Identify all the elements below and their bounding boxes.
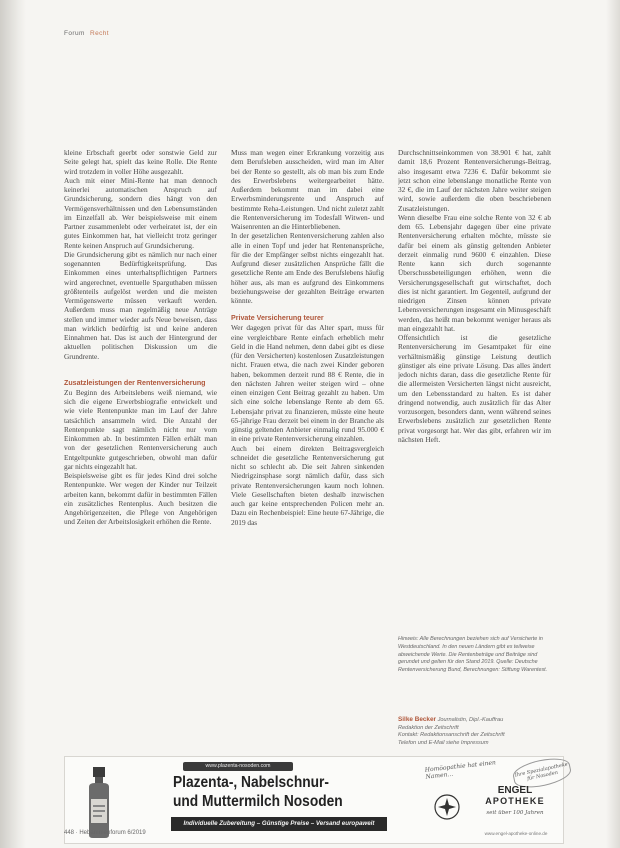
- author-role: Journalistin, Dipl.-Kauffrau: [437, 717, 504, 723]
- paragraph: Durchschnittseinkommen von 38.901 € hat, zahlt damit 18,6 Prozent Rentenversicherungs-Beitrag, also insgesamt etwa 7236 €. Dafür bekommt sie jetzt schon eine lebenslange monatliche Rente von 32 €, die im Lauf der nächsten Jahre weiter steigen wird, sowie außerdem die oben beschriebenen Zusatzleistungen.: [398, 148, 551, 213]
- page-folio: 448 · Hebammenforum 6/2019: [64, 830, 146, 836]
- ad-tagline: Individuelle Zubereitung – Günstige Preise – Versand europaweit: [171, 817, 387, 831]
- paragraph: Beispielsweise gibt es für jedes Kind drei solche Rentenpunkte. Wer wegen der Kinder nur Teilzeit arbeiten kann, bekommt dafür in bestimmten Fällen ein zusätzliches Rentenplus. Auch besitzen die Angehörigenzeiten, die Pflege von Angehörigen und Zeiten der Arbeitslosigkeit erhöhen die Rente.: [64, 471, 217, 527]
- paragraph: Muss man wegen einer Erkrankung vorzeitig aus dem Berufsleben ausscheiden, wird man im Alter bei der Rente so gestellt, als ob man bis zum Ende des Erwerbslebens weitergearbeitet hätte. Außerdem bekommt man im dabei eine Erwerbsminderungsrente und Anspruch auf bestimmte Reha-Leistungen. Und nicht zuletzt zahlt die Rentenversicherung im Todesfall Witwen- und Waisenrenten an die Hinterbliebenen.: [231, 148, 384, 231]
- author-affiliation: Redaktion der Zeitschrift: [398, 724, 459, 731]
- ad-brand-line-1: ENGEL: [497, 785, 533, 796]
- paragraph: Wer dagegen privat für das Alter spart, muss für eine vergleichbare Rente einfach erheblich mehr Geld in die Hand nehmen, denn dabei gibt es diese (für den Versicherten) kostenlosen Zusatzleistungen nicht. Frauen etwa, die nach zwei Kinder geboren haben, bekommen derzeit rund 88 € Rente, die in den nächsten Jahren weiter steigen wird – ohne einen einzigen Cent Beitrag gezahlt zu haben. Um sich eine solche lebenslange Rente ab dem 65. Lebensjahr privat zu finanzieren, müsste eine heute 65-jährige Frau derzeit bei einem in der Branche als günstig geltenden Anbieter einmalig rund 95.000 € in eine private Rentenversicherung einzahlen.: [231, 323, 384, 444]
- article-column-1: [64, 148, 217, 738]
- paragraph: kleine Erbschaft geerbt oder sonstwie Geld zur Seite gelegt hat, spielt das keine Rolle. Die Rente wird trotzdem in voller Höhe ausgezahlt.: [64, 148, 217, 176]
- paragraph: Die Grundsicherung gibt es nämlich nur nach einer sogenannten Bedürftigkeitsprüfung. Das Einkommen eines unterhaltspflichtigen Partners wird angerechnet, eventuelle Sparguthaben müssen größtenteils aufgelöst werden und die meisten Vermögenswerte müssen verkauft werden. Außerdem muss man regelmäßig neue Anträge stellen und immer wieder aufs Neue beweisen, dass man wirklich bedürftig ist und keine anderen Einnahmen hat. Das ist auch der Hintergrund der aktuellen politischen Diskussion um die Grundrente.: [64, 249, 217, 361]
- article-column-3: [398, 148, 551, 618]
- author-contact: Kontakt: Redaktionsanschrift der Zeitschrift: [398, 732, 505, 739]
- ad-url-bar[interactable]: www.plazenta-nosoden.com: [183, 762, 293, 771]
- paragraph: Auch mit einer Mini-Rente hat man dennoch keinerlei automatischen Anspruch auf Grundsicherung, sondern dies hängt von den Vermögensverhältnissen und den Lebensumständen im Einzelfall ab. Wer beispielsweise mit einem Partner zusammenlebt oder verheiratet ist, der ein gutes Einkommen hat, hat vielleicht trotz geringer Rente keinen Anspruch auf Grundsicherung.: [64, 175, 217, 250]
- article-column-2: [231, 148, 384, 738]
- ad-badge: Ihre Spezialapotheke für Nosoden: [511, 754, 573, 791]
- paragraph: Zu Beginn des Arbeitslebens weiß niemand, wie sich die eigene Erwerbsbiografie entwickelt und wie viele Rentenpunkte man im Lauf der Jahre tatsächlich ansammeln wird. Die Anzahl der Rentenpunkte sagt nämlich nicht nur vom Einkommen ab. In bestimmten Fällen erhält man von der gesetzlichen Rentenversicherung auch Entgeltpunkte gutgeschrieben, obwohl man dafür gar nichts eingezahlt hat.: [64, 387, 217, 471]
- paragraph: Offensichtlich ist die gesetzliche Rentenversicherung im Gesamtpaket für eine verhältnismäßig günstige Leistung deutlich günstiger als eine private Lösung. Das alles ändert jedoch nichts daran, dass die gesetzliche Rente für die allermeisten Versicherten längst nicht ausreicht, um den Lebensstandard zu halten. Es ist daher dringend notwendig, auch zusätzlich für das Alter vorzusorgen, besonders dann, wenn während seines Erwerbslebens zusätzlich zur gesetzlichen Rente privat vorgesorgt hat. Wer das gibt, erfahren wir im nächsten Heft.: [398, 333, 551, 444]
- page-spine-shadow: [0, 0, 26, 848]
- author-contact-2: Telefon und E-Mail siehe Impressum: [398, 739, 489, 746]
- running-head-magazine: Forum: [64, 30, 85, 37]
- subheading: Private Versicherung teurer: [231, 314, 324, 323]
- author-name: Silke Becker: [398, 716, 437, 723]
- ad-web-link[interactable]: www.engel-apotheke-online.de: [484, 831, 548, 836]
- bottle-icon: [83, 765, 115, 839]
- ad-headline: [173, 773, 371, 811]
- info-note: Hinweis: Alle Berechnungen beziehen sich auf Versicherte in Westdeutschland. In den neuen Ländern gibt es teilweise abweichende Werte. Die Rentenbeträge und Beiträge sind gerundet und gelten für den Stand 2019. Quelle: Deutsche Rentenversicherung Bund, Berechnungen: Stiftung Warentest.: [398, 636, 548, 674]
- paragraph: Auch bei einem direkten Beitragsvergleich schneidet die gesetzliche Rentenversicherung gut nicht so schlecht ab. Die seit Jahren sinkenden Niedrigzinsphase sorgt nämlich dafür, dass sich private Rentenversicherungen kaum noch lohnen. Viele Gesellschaften bieten deshalb inzwischen auch gar keine entsprechenden Policen mehr an. Dazu ein Rechenbeispiel: Eine heute 67-Jährige, die 2019 das: [231, 443, 384, 527]
- subheading: Zusatzleistungen der Rentenversicherung: [64, 378, 206, 387]
- running-head: [64, 30, 109, 37]
- ad-handscript: Homöopathie hat einen Namen...: [424, 759, 497, 781]
- ad-brand: [465, 785, 565, 819]
- paragraph: In der gesetzlichen Rentenversicherung zahlen also alle in einen Topf und jeder hat Rentenansprüche, für die der Empfänger selbst nichts eingezahlt hat. Aufgrund dieser zusätzlichen Ansprüche fällt die gesetzliche Rente am Ende des Berufslebens häufig höher aus, als man es aufgrund des Einkommens beziehungsweise der gezahlten Beiträge erwarten könnte.: [231, 231, 384, 305]
- angel-logo-icon: [433, 793, 461, 821]
- author-box: [398, 716, 568, 747]
- running-head-section: Recht: [90, 30, 109, 37]
- ad-brand-script: seit über 100 Jahren: [486, 810, 544, 816]
- page-edge-shadow: [606, 0, 620, 848]
- ad-headline-line-1: Plazenta-, Nabelschnur-: [173, 774, 329, 791]
- ad-headline-line-2: und Muttermilch Nosoden: [173, 793, 343, 810]
- paragraph: Wenn dieselbe Frau eine solche Rente von 32 € ab dem 65. Lebensjahr dagegen über eine private Rentenversicherung erhalten möchte, müsste sie dafür bei einem als günstig geltenden Anbieter derzeit einmalig rund 9600 € einzahlen. Diese Rente kann sich durch sogenannte Überschussbeteiligungen erhöhen, wenn die Versicherungsgesellschaft gut wirtschaftet, doch dies ist nicht garantiert. Im Gegenteil, aufgrund der niedrigen Zinsen können private Lebensversicherungen insgesamt ein Minusgeschäft werden, das heißt man bekommt weniger heraus als man eingezahlt hat.: [398, 212, 551, 333]
- ad-brand-line-2: APOTHEKE: [485, 796, 545, 806]
